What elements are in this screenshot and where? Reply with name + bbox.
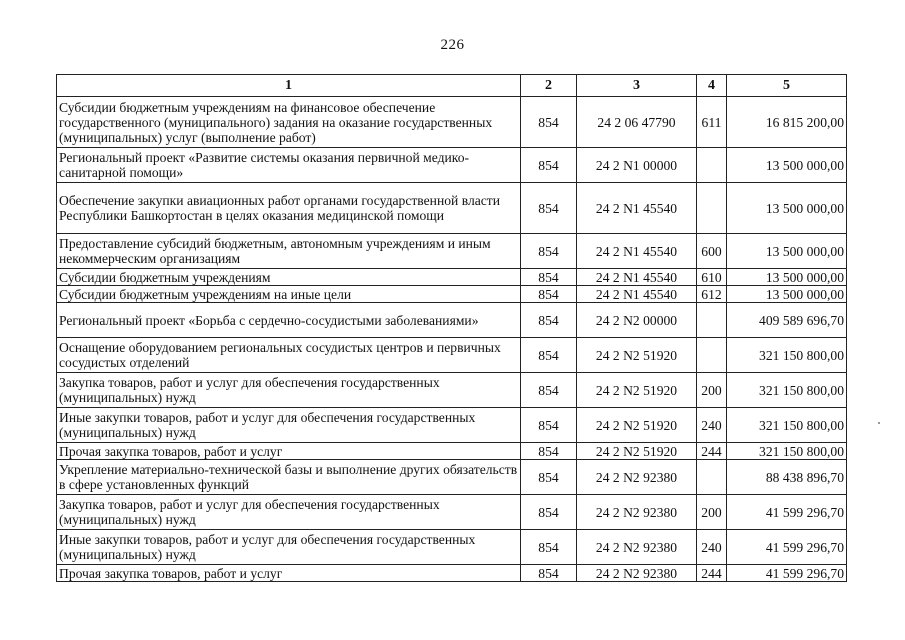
row-target-code: 24 2 N1 45540 [577, 234, 697, 269]
table-row [57, 530, 847, 565]
row-admin-code: 854 [521, 148, 577, 183]
row-target-code: 24 2 N1 45540 [577, 183, 697, 234]
row-target-code: 24 2 N2 51920 [577, 373, 697, 408]
row-expense-type [697, 460, 727, 495]
table-row [57, 286, 847, 303]
row-admin-code: 854 [521, 495, 577, 530]
row-target-code: 24 2 06 47790 [577, 97, 697, 148]
table-row [57, 269, 847, 286]
row-admin-code: 854 [521, 443, 577, 460]
row-target-code: 24 2 N1 00000 [577, 148, 697, 183]
row-expense-type: 200 [697, 495, 727, 530]
row-amount: 13 500 000,00 [727, 286, 847, 303]
row-expense-type: 600 [697, 234, 727, 269]
row-admin-code: 854 [521, 97, 577, 148]
row-expense-type: 240 [697, 530, 727, 565]
row-amount: 409 589 696,70 [727, 303, 847, 338]
column-header-expense-type: 4 [697, 75, 727, 97]
row-target-code: 24 2 N2 51920 [577, 338, 697, 373]
row-expense-type: 244 [697, 565, 727, 582]
row-admin-code: 854 [521, 530, 577, 565]
row-name: Субсидии бюджетным учреждениям на иные цели [57, 286, 521, 303]
table-row [57, 234, 847, 269]
row-admin-code: 854 [521, 408, 577, 443]
column-header-admin-code: 2 [521, 75, 577, 97]
row-target-code: 24 2 N2 92380 [577, 495, 697, 530]
row-name: Субсидии бюджетным учреждениям [57, 269, 521, 286]
row-name: Прочая закупка товаров, работ и услуг [57, 565, 521, 582]
table-row [57, 148, 847, 183]
table-row [57, 303, 847, 338]
row-admin-code: 854 [521, 269, 577, 286]
row-amount: 321 150 800,00 [727, 443, 847, 460]
row-name: Прочая закупка товаров, работ и услуг [57, 443, 521, 460]
row-admin-code: 854 [521, 373, 577, 408]
row-name: Иные закупки товаров, работ и услуг для обеспечения государственных (муниципальных) нужд [57, 530, 521, 565]
row-target-code: 24 2 N1 45540 [577, 269, 697, 286]
column-header-name: 1 [57, 75, 521, 97]
row-name: Предоставление субсидий бюджетным, автономным учреждениям и иным некоммерческим организациям [57, 234, 521, 269]
row-admin-code: 854 [521, 286, 577, 303]
table-row [57, 183, 847, 234]
row-expense-type [697, 183, 727, 234]
table-row [57, 443, 847, 460]
row-amount: 13 500 000,00 [727, 234, 847, 269]
row-expense-type: 610 [697, 269, 727, 286]
row-target-code: 24 2 N2 92380 [577, 460, 697, 495]
row-name: Региональный проект «Развитие системы оказания первичной медико-санитарной помощи» [57, 148, 521, 183]
row-expense-type: 200 [697, 373, 727, 408]
row-amount: 13 500 000,00 [727, 148, 847, 183]
row-admin-code: 854 [521, 234, 577, 269]
row-name: Оснащение оборудованием региональных сосудистых центров и первичных сосудистых отделений [57, 338, 521, 373]
row-amount: 41 599 296,70 [727, 495, 847, 530]
row-target-code: 24 2 N2 51920 [577, 408, 697, 443]
row-expense-type: 612 [697, 286, 727, 303]
row-expense-type: 611 [697, 97, 727, 148]
row-name: Иные закупки товаров, работ и услуг для обеспечения государственных (муниципальных) нужд [57, 408, 521, 443]
row-expense-type [697, 303, 727, 338]
row-amount: 321 150 800,00 [727, 373, 847, 408]
table-row [57, 408, 847, 443]
row-amount: 321 150 800,00 [727, 338, 847, 373]
row-amount: 16 815 200,00 [727, 97, 847, 148]
row-target-code: 24 2 N2 92380 [577, 565, 697, 582]
row-name: Субсидии бюджетным учреждениям на финансовое обеспечение государственного (муниципального) задания на оказание государственных (муниципальных) услуг (выполнение работ) [57, 97, 521, 148]
column-header-amount: 5 [727, 75, 847, 97]
row-expense-type [697, 148, 727, 183]
table-row [57, 495, 847, 530]
table-row [57, 565, 847, 582]
row-target-code: 24 2 N2 92380 [577, 530, 697, 565]
row-expense-type: 244 [697, 443, 727, 460]
row-admin-code: 854 [521, 565, 577, 582]
column-header-target-code: 3 [577, 75, 697, 97]
table-row [57, 460, 847, 495]
table-row [57, 373, 847, 408]
row-target-code: 24 2 N2 51920 [577, 443, 697, 460]
row-target-code: 24 2 N1 45540 [577, 286, 697, 303]
row-amount: 13 500 000,00 [727, 269, 847, 286]
row-amount: 321 150 800,00 [727, 408, 847, 443]
row-amount: 41 599 296,70 [727, 565, 847, 582]
row-name: Укрепление материально-технической базы и выполнение других обязательств в сфере установленных функций [57, 460, 521, 495]
row-name: Закупка товаров, работ и услуг для обеспечения государственных (муниципальных) нужд [57, 373, 521, 408]
row-target-code: 24 2 N2 00000 [577, 303, 697, 338]
table-row [57, 97, 847, 148]
row-name: Региональный проект «Борьба с сердечно-сосудистыми заболеваниями» [57, 303, 521, 338]
row-admin-code: 854 [521, 338, 577, 373]
row-name: Закупка товаров, работ и услуг для обеспечения государственных (муниципальных) нужд [57, 495, 521, 530]
header-row [57, 75, 847, 97]
page-number: 226 [440, 37, 465, 53]
row-amount: 88 438 896,70 [727, 460, 847, 495]
scan-speck [878, 422, 880, 424]
row-expense-type [697, 338, 727, 373]
row-expense-type: 240 [697, 408, 727, 443]
row-name: Обеспечение закупки авиационных работ органами государственной власти Республики Башкортостан в целях оказания медицинской помощи [57, 183, 521, 234]
table-row [57, 338, 847, 373]
row-amount: 13 500 000,00 [727, 183, 847, 234]
budget-table [56, 74, 847, 582]
row-admin-code: 854 [521, 460, 577, 495]
row-amount: 41 599 296,70 [727, 530, 847, 565]
row-admin-code: 854 [521, 183, 577, 234]
row-admin-code: 854 [521, 303, 577, 338]
